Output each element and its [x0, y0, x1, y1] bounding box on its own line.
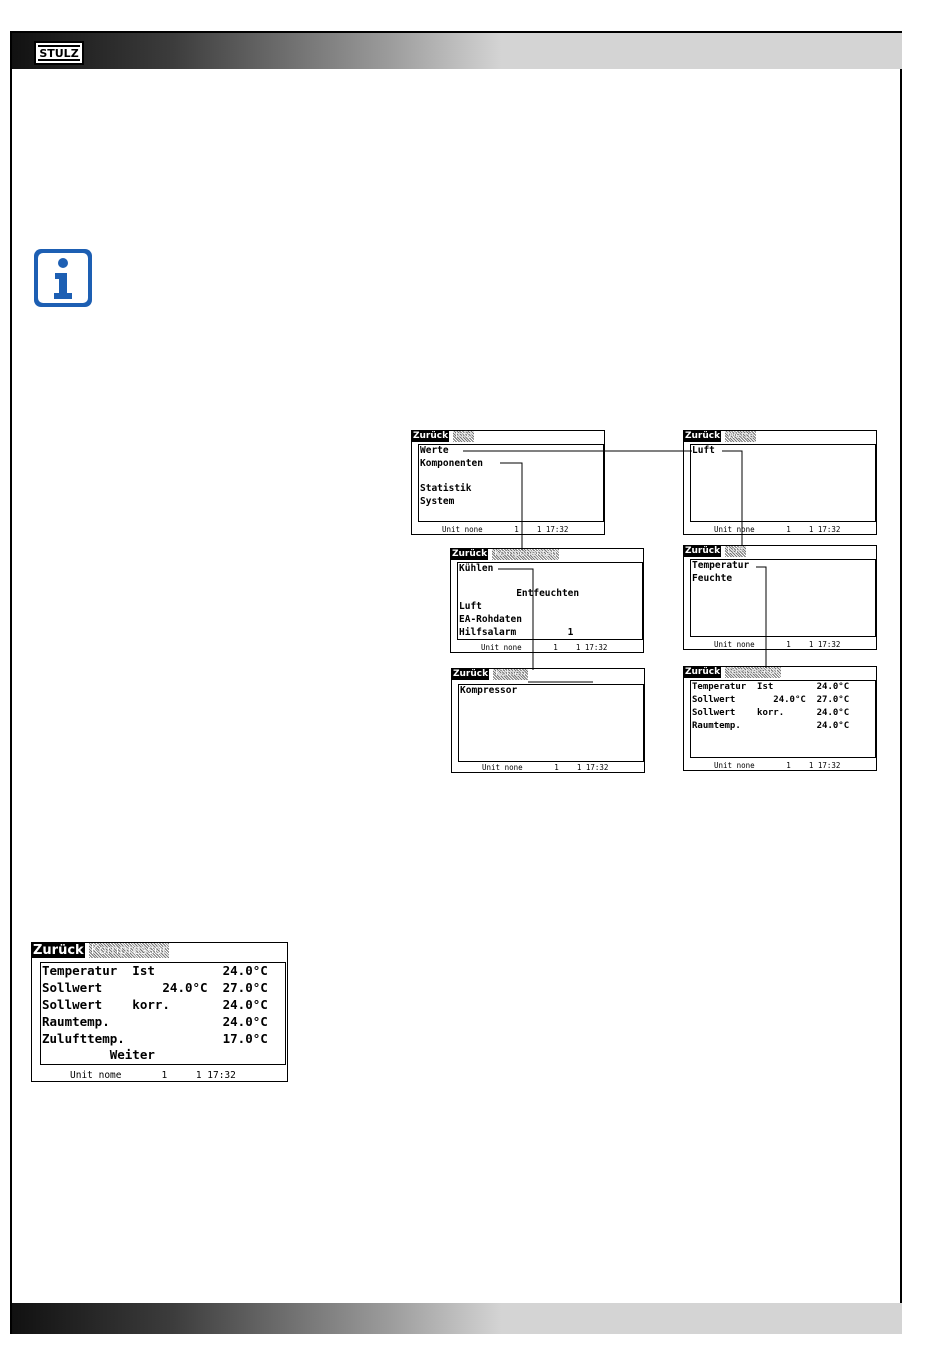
lcd-screen-komponenten [450, 548, 644, 653]
status-bar: Unit none 1 1 17:32 [714, 761, 841, 770]
info-icon [32, 247, 94, 309]
menu-item-luft[interactable]: Luft [692, 445, 715, 456]
menu-item-entfeuchten[interactable]: Entfeuchten [459, 588, 580, 599]
lcd-value-box [690, 680, 876, 758]
back-tab[interactable]: Zurück [685, 546, 721, 556]
menu-item-temperatur[interactable]: Temperatur [692, 560, 750, 571]
value-row-raumtemp: Raumtemp. 24.0°C [42, 1014, 268, 1029]
status-bar: Unit none 1 1 17:32 [442, 525, 569, 534]
current-tab: Info [455, 431, 473, 441]
lcd-menu-box [690, 559, 876, 637]
status-bar: Unit none 1 1 17:32 [481, 643, 608, 652]
current-tab: Kompressor [90, 943, 168, 958]
lcd-menu-box [418, 444, 604, 522]
back-tab[interactable]: Zurück [413, 431, 449, 441]
menu-item-luft[interactable]: Luft [459, 601, 482, 612]
lcd-tabbar [32, 943, 169, 958]
value-row-sollwert-korr: Sollwert korr. 24.0°C [42, 997, 268, 1012]
back-tab[interactable]: Zurück [685, 431, 721, 441]
value-row-sollwert: Sollwert 24.0°C 27.0°C [42, 980, 268, 995]
menu-item-system[interactable]: System [420, 496, 455, 507]
value-row-sollwert: Sollwert 24.0°C 27.0°C [692, 695, 850, 705]
lcd-screen-kompressor [31, 942, 288, 1082]
value-row-raumtemp: Raumtemp. 24.0°C [692, 721, 850, 731]
lcd-screen-kuehlen [451, 668, 645, 773]
footer-band [12, 1303, 902, 1334]
status-bar: Unit none 1 1 17:32 [482, 763, 609, 772]
lcd-menu-box [458, 684, 644, 762]
value-row-temperatur: Temperatur Ist 24.0°C [42, 963, 268, 978]
lcd-screen-werte [683, 430, 877, 535]
weiter-button[interactable]: Weiter [42, 1047, 155, 1062]
lcd-tabbar [451, 549, 559, 560]
back-tab[interactable]: Zurück [33, 943, 84, 958]
value-row-sollwert-korr: Sollwert korr. 24.0°C [692, 708, 850, 718]
current-tab: Kühlen [495, 669, 526, 679]
menu-item-komponenten[interactable]: Komponenten [420, 458, 483, 469]
status-bar: Unit none 1 1 17:32 [714, 525, 841, 534]
lcd-tabbar [412, 431, 474, 442]
value-row-temperatur: Temperatur Ist 24.0°C [692, 682, 850, 692]
menu-item-hilfsalarm[interactable]: Hilfsalarm 1 [459, 627, 574, 638]
stulz-logo [34, 41, 84, 65]
current-tab: Luft [727, 546, 745, 556]
lcd-screen-info [411, 430, 605, 535]
lcd-screen-luft [683, 545, 877, 650]
logo-text: STULZ [39, 46, 79, 60]
lcd-tabbar [452, 669, 528, 680]
menu-item-feuchte[interactable]: Feuchte [692, 573, 733, 584]
lcd-tabbar [684, 546, 746, 557]
value-row-zulufttemp: Zulufttemp. 17.0°C [42, 1031, 268, 1046]
lcd-menu-box [690, 444, 876, 522]
header-band [12, 33, 902, 69]
status-bar: Unit nome 1 1 17:32 [70, 1070, 236, 1081]
menu-item-kompressor[interactable]: Kompressor [460, 685, 518, 696]
menu-item-statistik[interactable]: Statistik [420, 483, 472, 494]
back-tab[interactable]: Zurück [453, 669, 489, 679]
current-tab: Temperatur [727, 667, 779, 677]
lcd-value-box [40, 962, 286, 1065]
back-tab[interactable]: Zurück [452, 549, 488, 559]
current-tab: Werte [727, 431, 754, 441]
menu-item-werte[interactable]: Werte [420, 445, 449, 456]
back-tab[interactable]: Zurück [685, 667, 721, 677]
lcd-tabbar [684, 431, 756, 442]
menu-item-ea-rohdaten[interactable]: EA-Rohdaten [459, 614, 522, 625]
current-tab: Komponenten [494, 549, 557, 559]
status-bar: Unit none 1 1 17:32 [714, 640, 841, 649]
lcd-menu-box [457, 562, 643, 640]
menu-item-kuehlen[interactable]: Kühlen [459, 563, 494, 574]
lcd-tabbar [684, 667, 781, 678]
lcd-screen-temperatur [683, 666, 877, 771]
